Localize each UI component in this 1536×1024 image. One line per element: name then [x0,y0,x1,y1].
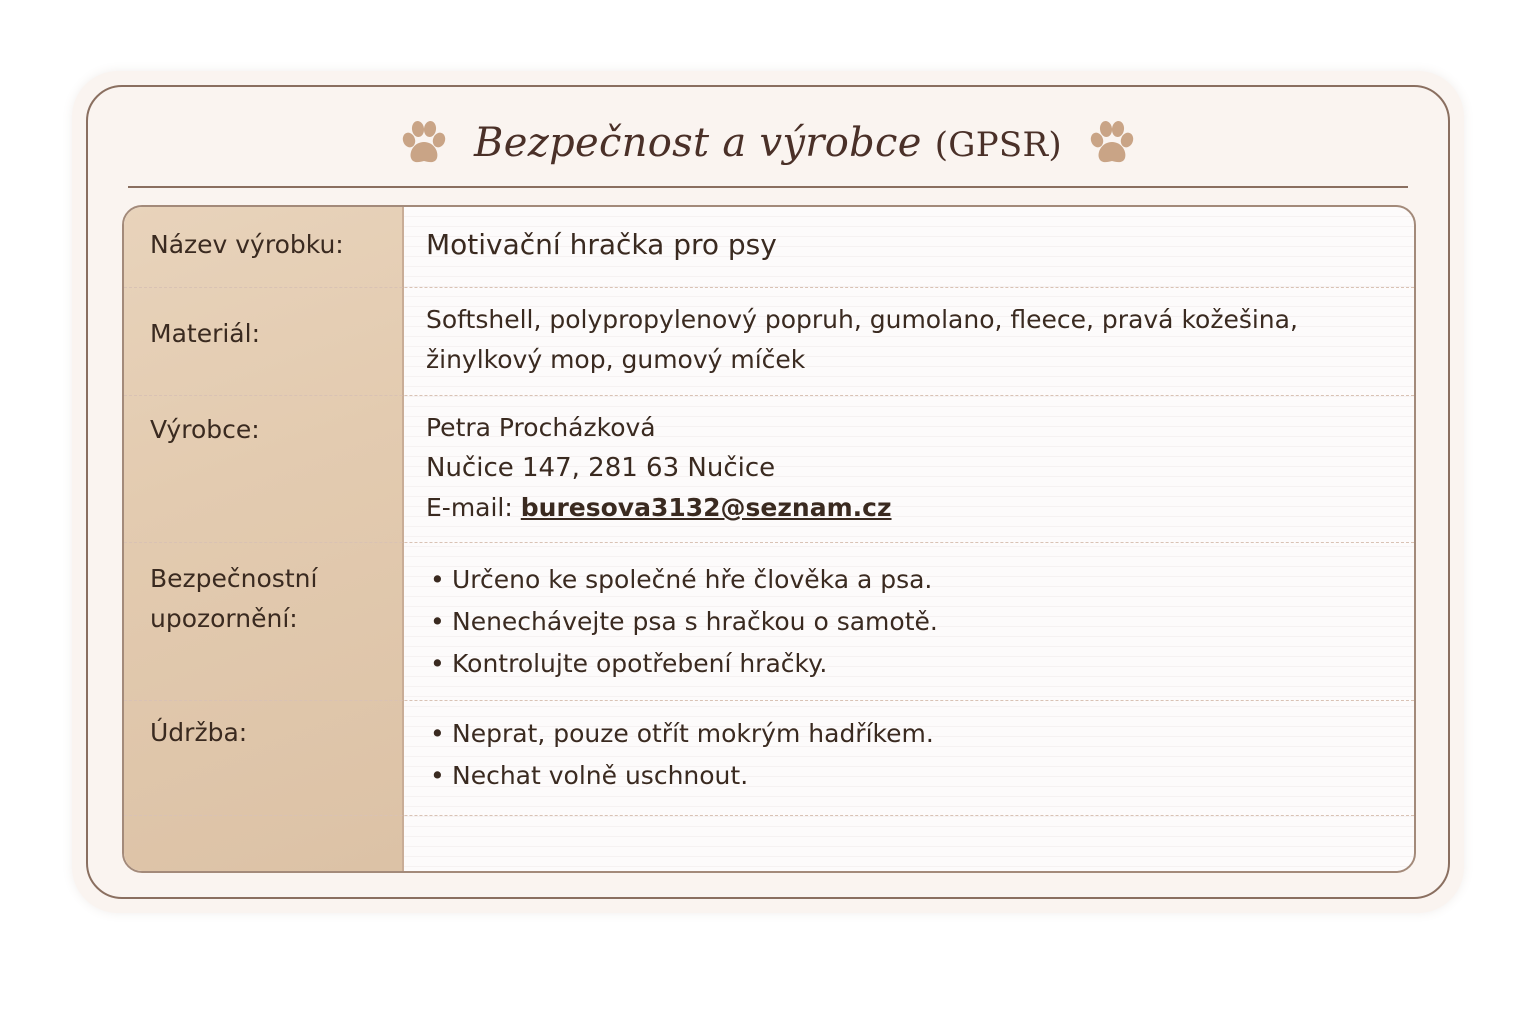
row-manufacturer [124,396,1414,543]
maintenance-list [426,713,1374,797]
safety-list [426,559,1374,685]
material-label: Materiál: [150,319,260,348]
paw-icon [1088,120,1136,166]
title-row [72,113,1464,173]
info-table [122,205,1416,873]
list-item: • Určeno ke společné hře člověka a psa. [426,559,1374,601]
email-link[interactable]: buresova3132@seznam.cz [520,493,892,522]
row-maintenance [124,701,1414,816]
list-item: • Nechat volně uschnout. [426,755,1374,797]
safety-label: Bezpečnostní upozornění: [150,564,318,633]
list-item: • Nenechávejte psa s hračkou o samotě. [426,601,1374,643]
product-name-label: Název výrobku: [150,230,344,259]
manufacturer-value [426,408,1374,528]
manufacturer-name: Petra Procházková [426,413,656,442]
list-item: • Neprat, pouze otřít mokrým hadříkem. [426,713,1374,755]
title-text: Bezpečnost a výrobce [474,120,922,166]
row-product-name [124,207,1414,288]
email-label: E-mail: [426,493,513,522]
page-title [474,120,1062,166]
material-line: žinylkový mop, gumový míček [426,345,806,374]
gpsr-card [72,71,1464,913]
row-safety [124,543,1414,701]
row-material [124,288,1414,396]
material-value [426,300,1374,380]
product-name-value: Motivační hračka pro psy [426,228,777,261]
maintenance-value [426,713,1374,797]
title-divider [128,186,1408,188]
manufacturer-label: Výrobce: [150,415,260,444]
list-item: • Kontrolujte opotřebení hračky. [426,643,1374,685]
safety-value [426,559,1374,685]
manufacturer-address: Nučice 147, 281 63 Nučice [426,453,776,483]
material-line: Softshell, polypropylenový popruh, gumolano, fleece, pravá kožešina, [426,305,1298,334]
maintenance-label: Údržba: [150,718,248,747]
manufacturer-email-line [426,488,1374,528]
title-suffix: (GPSR) [934,125,1062,165]
paw-icon [400,120,448,166]
